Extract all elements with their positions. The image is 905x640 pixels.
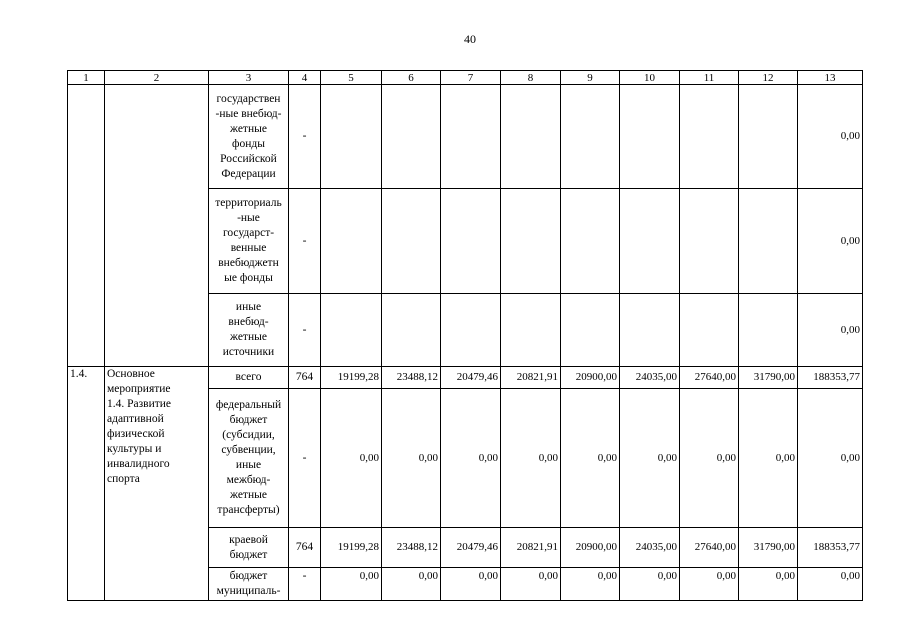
year-value: [739, 189, 798, 294]
year-value: [561, 85, 620, 189]
year-value: [680, 85, 739, 189]
year-value: 0,00: [321, 389, 382, 528]
total-value: 0,00: [798, 294, 863, 367]
column-header: 11: [680, 71, 739, 85]
column-header: 3: [209, 71, 289, 85]
year-value: 31790,00: [739, 367, 798, 389]
year-value: [441, 85, 501, 189]
year-value: [739, 294, 798, 367]
budget-code: -: [289, 85, 321, 189]
year-value: 0,00: [561, 389, 620, 528]
page-number: 40: [464, 32, 476, 46]
year-value: [680, 189, 739, 294]
year-value: 0,00: [739, 568, 798, 601]
budget-table: [67, 70, 863, 601]
year-value: [501, 294, 561, 367]
year-value: 23488,12: [382, 528, 441, 568]
year-value: [441, 294, 501, 367]
table-row: [68, 85, 863, 189]
year-value: 0,00: [501, 389, 561, 528]
funding-source: иные внебюд- жетные источники: [209, 294, 289, 367]
year-value: [382, 294, 441, 367]
year-value: [321, 189, 382, 294]
item-number: 1.4.: [68, 367, 105, 601]
year-value: 23488,12: [382, 367, 441, 389]
year-value: 0,00: [501, 568, 561, 601]
year-value: 31790,00: [739, 528, 798, 568]
year-value: [321, 294, 382, 367]
table-body: [68, 85, 863, 601]
year-value: [680, 294, 739, 367]
year-value: 27640,00: [680, 367, 739, 389]
year-value: [441, 189, 501, 294]
funding-source: краевой бюджет: [209, 528, 289, 568]
year-value: [620, 85, 680, 189]
year-value: [739, 85, 798, 189]
budget-code: -: [289, 389, 321, 528]
column-header: 7: [441, 71, 501, 85]
year-value: [620, 189, 680, 294]
column-header: 13: [798, 71, 863, 85]
funding-source: государствен -ные внебюд- жетные фонды Российской Федерации: [209, 85, 289, 189]
column-header: 12: [739, 71, 798, 85]
year-value: 0,00: [382, 389, 441, 528]
year-value: [321, 85, 382, 189]
total-value: 0,00: [798, 189, 863, 294]
year-value: 0,00: [441, 389, 501, 528]
year-value: 20900,00: [561, 528, 620, 568]
item-name: Основное мероприятие 1.4. Развитие адаптивной физической культуры и инвалидного спорта: [105, 367, 209, 601]
funding-source: федеральный бюджет (субсидии, субвенции, иные межбюд- жетные трансферты): [209, 389, 289, 528]
year-value: 0,00: [680, 389, 739, 528]
total-value: 0,00: [798, 389, 863, 528]
year-value: [382, 189, 441, 294]
budget-code: -: [289, 294, 321, 367]
budget-code: -: [289, 189, 321, 294]
funding-source: всего: [209, 367, 289, 389]
table-row: [68, 367, 863, 389]
year-value: [501, 189, 561, 294]
funding-source: территориаль -ные государст- венные внебюджетн ые фонды: [209, 189, 289, 294]
total-value: 188353,77: [798, 367, 863, 389]
budget-code: 764: [289, 367, 321, 389]
year-value: 0,00: [321, 568, 382, 601]
total-value: 0,00: [798, 85, 863, 189]
year-value: 24035,00: [620, 528, 680, 568]
table-header: [68, 71, 863, 85]
item-number: [68, 85, 105, 367]
year-value: [561, 189, 620, 294]
year-value: 19199,28: [321, 367, 382, 389]
total-value: 0,00: [798, 568, 863, 601]
year-value: 0,00: [739, 389, 798, 528]
year-value: 20900,00: [561, 367, 620, 389]
year-value: [561, 294, 620, 367]
column-header: 4: [289, 71, 321, 85]
year-value: 0,00: [620, 568, 680, 601]
column-header: 5: [321, 71, 382, 85]
column-header: 6: [382, 71, 441, 85]
year-value: 27640,00: [680, 528, 739, 568]
year-value: 0,00: [620, 389, 680, 528]
year-value: 0,00: [680, 568, 739, 601]
funding-source: бюджет муниципаль-: [209, 568, 289, 601]
year-value: 20479,46: [441, 528, 501, 568]
year-value: 20821,91: [501, 528, 561, 568]
year-value: 20479,46: [441, 367, 501, 389]
year-value: 0,00: [441, 568, 501, 601]
column-header: 1: [68, 71, 105, 85]
header-row: [68, 71, 863, 85]
year-value: [382, 85, 441, 189]
year-value: [620, 294, 680, 367]
year-value: 19199,28: [321, 528, 382, 568]
column-header: 8: [501, 71, 561, 85]
year-value: 20821,91: [501, 367, 561, 389]
year-value: 24035,00: [620, 367, 680, 389]
column-header: 10: [620, 71, 680, 85]
year-value: [501, 85, 561, 189]
total-value: 188353,77: [798, 528, 863, 568]
item-name: [105, 85, 209, 367]
column-header: 2: [105, 71, 209, 85]
column-header: 9: [561, 71, 620, 85]
budget-code: 764: [289, 528, 321, 568]
year-value: 0,00: [561, 568, 620, 601]
budget-code: -: [289, 568, 321, 601]
year-value: 0,00: [382, 568, 441, 601]
